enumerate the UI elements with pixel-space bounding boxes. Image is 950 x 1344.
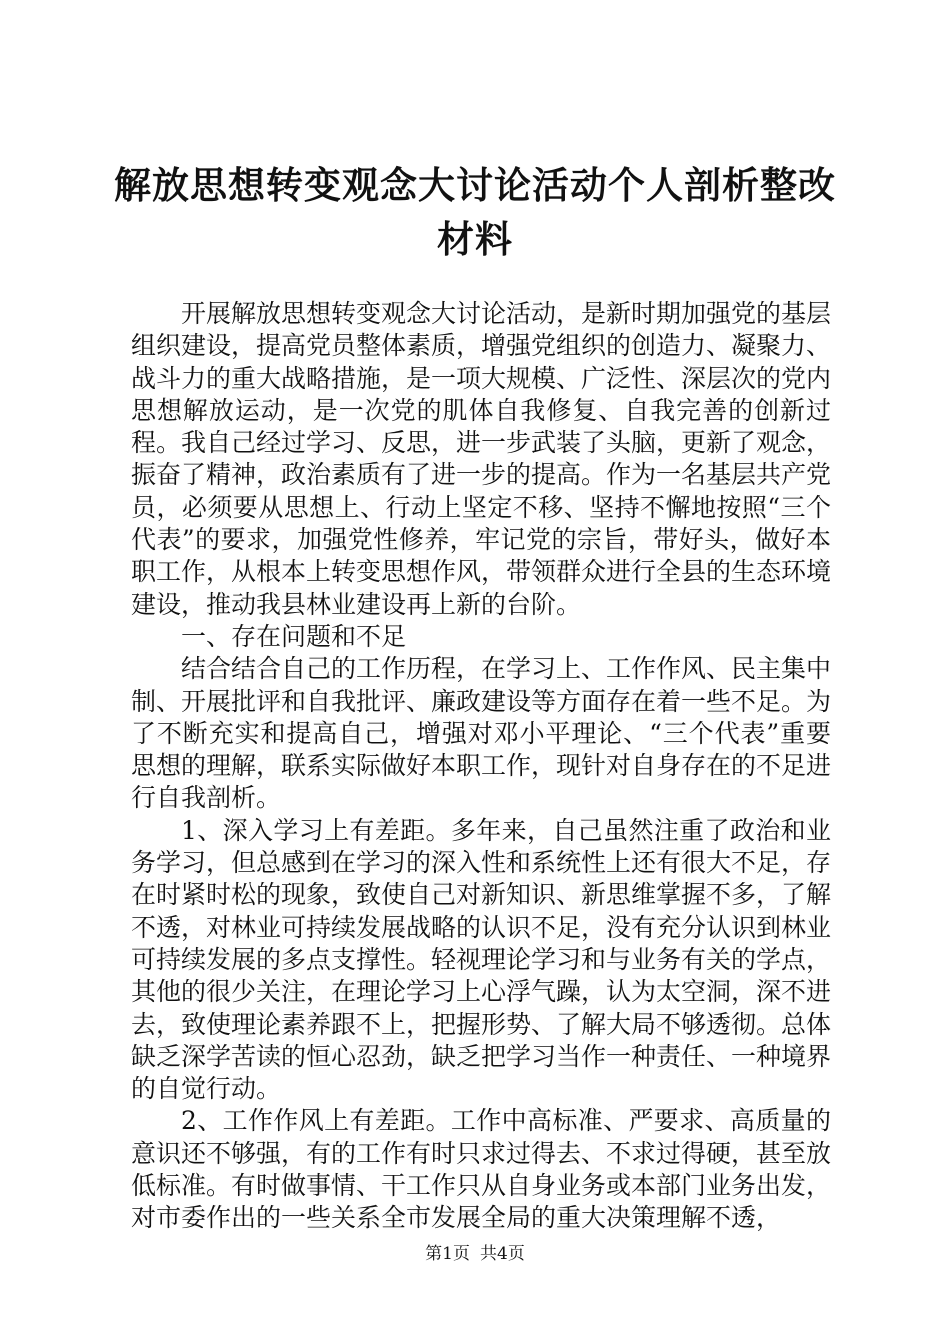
page-footer: [0, 1244, 950, 1264]
page-total: 共4页: [480, 1244, 525, 1264]
paragraph-intro: 开展解放思想转变观念大讨论活动，是新时期加强党的基层组织建设，提高党员整体素质，增强党组织的创造力、凝聚力、战斗力的重大战略措施，是一项大规模、广泛性、深层次的党内思想解放运动，是一次党的肌体自我修复、自我完善的创新过程。我自己经过学习、反思，进一步武装了头脑，更新了观念，振奋了精神，政治素质有了进一步的提高。作为一名基层共产党员，必须要从思想上、行动上坚定不移、坚持不懈地按照“三个代表”的要求，加强党性修养，牢记党的宗旨，带好头，做好本职工作，从根本上转变思想作风，带领群众进行全县的生态环境建设，推动我县林业建设再上新的台阶。: [131, 299, 832, 619]
paragraph-work-style-gap: 2、工作作风上有差距。工作中高标准、严要求、高质量的意识还不够强，有的工作有时只求过得去、不求过得硬，甚至放低标准。有时做事情、干工作只从自身业务或本部门业务出发，对市委作出的一些关系全市发展全局的重大决策理解不透，: [131, 1106, 832, 1233]
paragraph-study-gap: 1、深入学习上有差距。多年来，自己虽然注重了政治和业务学习，但总感到在学习的深入性和系统性上还有很大不足，存在时紧时松的现象，致使自己对新知识、新思维掌握不多，了解不透，对林业可持续发展战略的认识不足，没有充分认识到林业可持续发展的多点支撑性。轻视理论学习和与业务有关的学点，其他的很少关注，在理论学习上心浮气躁，认为太空洞，深不进去，致使理论素养跟不上，把握形势、了解大局不够透彻。总体缺乏深学苦读的恒心忍劲，缺乏把学习当作一种责任、一种境界的自觉行动。: [131, 815, 832, 1104]
page-number: 第1页: [425, 1244, 470, 1264]
section-heading-problems: 一、存在问题和不足: [181, 621, 407, 651]
document-title: 解放思想转变观念大讨论活动个人剖析整改材料: [114, 163, 836, 261]
document-body: [131, 298, 831, 1235]
paragraph-summary: 结合结合自己的工作历程，在学习上、工作作风、民主集中制、开展批评和自我批评、廉政建设等方面存在着一些不足。为了不断充实和提高自己，增强对邓小平理论、“三个代表”重要思想的理解，联系实际做好本职工作，现针对自身存在的不足进行自我剖析。: [131, 654, 832, 813]
